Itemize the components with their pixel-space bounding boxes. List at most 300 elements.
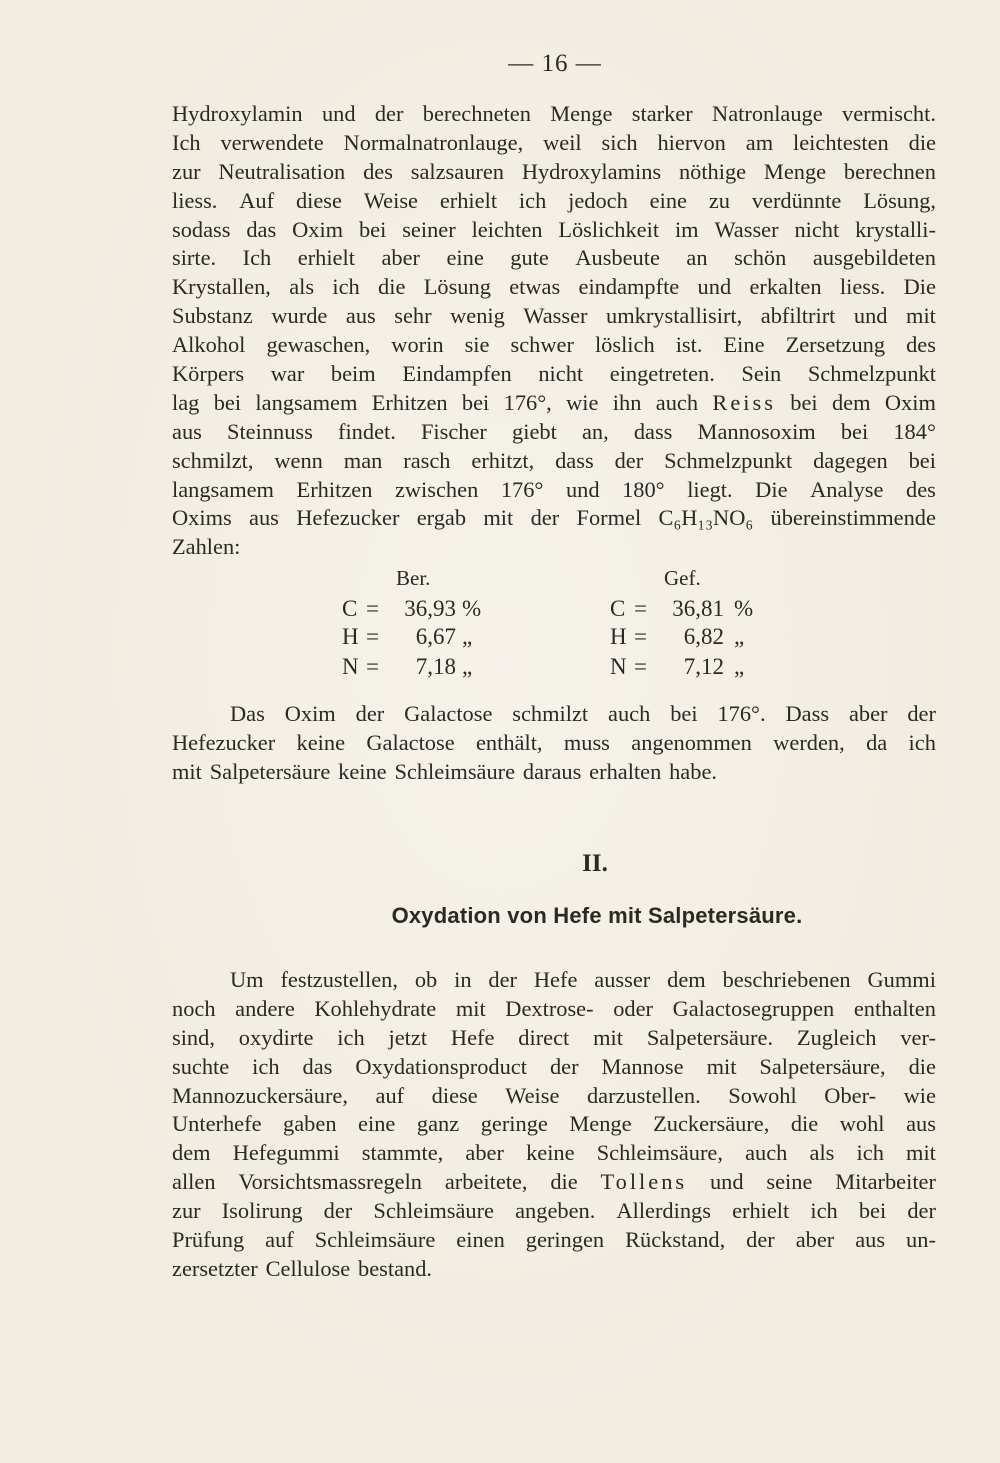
word: in [454, 967, 472, 992]
word: C₆H₁₃NO₆ [658, 505, 754, 531]
word: und [853, 303, 888, 329]
word: Schleimsäure, [596, 1140, 723, 1166]
word: das [246, 216, 277, 242]
word: giebt [512, 418, 557, 444]
word: erhielt [439, 187, 498, 213]
word: mit [906, 303, 936, 329]
word: aus [345, 303, 376, 329]
word: berechnen [843, 158, 936, 184]
text-line [172, 533, 936, 562]
paragraph-oxidation [172, 966, 936, 1284]
word: liess. [172, 187, 218, 213]
word: aus [906, 1111, 936, 1137]
word: keine [296, 729, 346, 755]
word: man [343, 447, 383, 473]
text-line [172, 1255, 936, 1284]
word: langsamem [172, 476, 274, 502]
word: Wasser [523, 303, 588, 329]
analysis-calc-unit: „ [462, 624, 473, 649]
analysis-found: 7,12 [683, 654, 724, 679]
word: bei [908, 447, 936, 473]
word: an, [581, 418, 609, 444]
analysis-element: H [342, 624, 359, 649]
text-line [172, 1226, 936, 1255]
word: aber [381, 245, 420, 271]
word: der [530, 505, 560, 531]
word: Dass [785, 701, 830, 726]
word: bei [461, 389, 490, 415]
word: Unterhefe [172, 1111, 262, 1137]
word: geringe [480, 1111, 548, 1137]
word: ich [252, 1053, 280, 1079]
word: und [709, 1169, 744, 1195]
word: Mannosoxim [697, 418, 816, 444]
word: diese [295, 187, 342, 213]
analysis-eq: = [634, 596, 647, 621]
word: zwischen [394, 476, 479, 502]
word: eine [649, 187, 687, 213]
word: gute [510, 245, 549, 271]
text-line [172, 1197, 936, 1226]
word: Schmelzpunkt [664, 447, 793, 473]
text-line [172, 995, 936, 1024]
word: Hefezucker [296, 505, 400, 531]
word: löslich [594, 332, 655, 358]
word: gaben [283, 1111, 337, 1137]
word: war [270, 361, 305, 387]
word: rasch [403, 447, 451, 473]
word: direct [518, 1024, 570, 1050]
word: Körpers [172, 361, 245, 387]
word: Sowohl [728, 1082, 797, 1108]
word: Die [755, 476, 788, 502]
word: auch [745, 1140, 788, 1166]
analysis-found-unit: „ [734, 654, 745, 679]
word: krystalli- [855, 216, 936, 242]
word: Lösung, [863, 187, 936, 213]
word: leichtesten [793, 129, 889, 155]
word: gewaschen, [266, 332, 371, 358]
word: wenig [450, 303, 505, 329]
word: Cellulose [265, 1255, 351, 1281]
word: auf [375, 1082, 405, 1108]
text-line [172, 476, 936, 505]
word: vermischt. [842, 101, 936, 126]
word: Formel [576, 505, 642, 531]
word: ist. [675, 332, 703, 358]
word: beim [330, 361, 376, 387]
word: schwer [510, 332, 574, 358]
word: Isolirung [221, 1198, 303, 1224]
word: einen [456, 1227, 505, 1253]
word: Salpetersäure. [646, 1024, 774, 1050]
word: findet. [338, 418, 396, 444]
section-title: Oxydation von Hefe mit Salpetersäure. [391, 903, 803, 928]
word: eingetreten. [609, 361, 715, 387]
word: etwas [509, 274, 561, 300]
analysis-element: C [342, 596, 358, 621]
word: Die [903, 274, 936, 300]
word: aber [848, 701, 888, 726]
text-line [172, 389, 936, 418]
word: Oxydationsproduct [355, 1053, 527, 1079]
word: Das [230, 701, 265, 726]
word: bei [790, 389, 818, 415]
word: sind, [172, 1024, 215, 1050]
word: arbeitete, [444, 1169, 528, 1195]
word: angeben. [515, 1198, 596, 1224]
word: Hefegummi [232, 1140, 340, 1166]
page-number: — 16 — [508, 50, 602, 77]
word: bei [358, 216, 387, 242]
analysis-element: N [342, 654, 359, 679]
word: nicht [794, 216, 840, 242]
word: Normalnatronlauge, [343, 129, 524, 155]
text-line [172, 360, 936, 389]
word: Hefe [533, 967, 578, 992]
word: Reiss [712, 389, 776, 415]
word: am [745, 129, 774, 155]
word: dem [172, 1140, 211, 1166]
word: Eindampfen [402, 361, 512, 387]
word: 176°, [503, 389, 552, 415]
word: zersetzter [172, 1255, 258, 1281]
word: habe. [669, 758, 717, 784]
analysis-element: H [610, 624, 627, 649]
word: eindampfte [578, 274, 680, 300]
word: Erhitzen [371, 389, 448, 415]
word: mit [483, 505, 514, 531]
word: des [906, 476, 936, 502]
word: erhalten [589, 758, 662, 784]
word: 184° [893, 418, 936, 444]
word: Dextrose- [505, 995, 594, 1021]
analysis-found: 6,82 [683, 624, 724, 649]
word: wohl [839, 1111, 885, 1137]
analysis-eq: = [366, 624, 379, 649]
word: erhielt [297, 245, 355, 271]
word: und [697, 274, 732, 300]
word: Mitarbeiter [835, 1169, 936, 1195]
analysis-eq: = [634, 624, 647, 649]
word: bestand. [358, 1255, 432, 1281]
word: Löslichkeit [558, 216, 660, 242]
paragraph-galactose [172, 700, 936, 787]
word: da [866, 729, 888, 755]
word: Galactose [366, 729, 455, 755]
text-line [172, 1053, 936, 1082]
word: Natronlauge [712, 101, 823, 126]
word: sirte. [172, 245, 217, 271]
word: der [374, 101, 404, 126]
analysis-eq: = [366, 654, 379, 679]
word: Hefezucker [172, 729, 276, 755]
word: übereinstimmende [770, 505, 936, 531]
analysis-eq: = [634, 654, 647, 679]
word: jedoch [568, 187, 628, 213]
word: sie [464, 332, 490, 358]
word: enthalten [853, 995, 936, 1021]
word: Neutralisation [218, 158, 346, 184]
text-line [172, 1139, 936, 1168]
word: Substanz [172, 303, 253, 329]
word: Zuckersäure, [653, 1111, 770, 1137]
word: allen [172, 1169, 216, 1195]
word: die [790, 1111, 819, 1137]
word: die [908, 1053, 936, 1079]
word: Auf [239, 187, 275, 213]
word: Prüfung [172, 1227, 245, 1253]
word: salzsauren [410, 158, 504, 184]
word: Schmelzpunkt [807, 361, 936, 387]
word: liess. [839, 274, 886, 300]
text-line [172, 758, 936, 787]
word: des [906, 332, 936, 358]
word: Ich [172, 129, 201, 155]
word: das [302, 1053, 333, 1079]
word: Hydroxylamins [521, 158, 662, 184]
word: des [363, 158, 393, 184]
word: der [907, 1198, 936, 1224]
word: zur [172, 158, 201, 184]
text-line [172, 187, 936, 216]
word: oder [613, 995, 653, 1021]
word: zu [708, 187, 730, 213]
word: auch [608, 701, 651, 726]
word: Galactose [404, 701, 493, 726]
word: starker [631, 101, 693, 126]
word: Tollens [600, 1169, 688, 1195]
word: ausser [594, 967, 651, 992]
word: aus [855, 1227, 886, 1253]
word: Oxim [284, 701, 336, 726]
word: Gummi [867, 967, 936, 992]
word: schön [734, 245, 787, 271]
word: mit [455, 995, 486, 1021]
word: 180° [622, 476, 665, 502]
word: sehr [394, 303, 432, 329]
word: nicht [538, 361, 584, 387]
word: weil [543, 129, 582, 155]
word: daraus [522, 758, 582, 784]
text-line [172, 129, 936, 158]
word: Rückstand, [625, 1227, 726, 1253]
word: der [549, 1053, 579, 1079]
word: Um [230, 967, 264, 992]
word: Zahlen: [172, 534, 241, 560]
word: Zersetzung [785, 332, 886, 358]
word: wenn [274, 447, 323, 473]
word: abfiltrirt [760, 303, 836, 329]
word: andere [235, 995, 295, 1021]
text-line [172, 1082, 936, 1111]
text-line [172, 418, 936, 447]
analysis-found-unit: „ [734, 624, 745, 649]
word: Salpetersäure [209, 758, 331, 784]
word: schmilzt [512, 701, 589, 726]
word: aber [795, 1227, 835, 1253]
text-line [172, 1168, 936, 1197]
word: suchte [172, 1053, 230, 1079]
text-line [172, 700, 936, 729]
text-line [172, 729, 936, 758]
word: ganz [416, 1111, 460, 1137]
word: un- [906, 1227, 936, 1253]
analysis-found: 36,81 [672, 596, 724, 621]
word: dagegen [813, 447, 888, 473]
word: als [289, 274, 315, 300]
word: worin [391, 332, 444, 358]
analysis-calc: 6,67 [415, 624, 456, 649]
word: Fischer [420, 418, 487, 444]
word: beschriebenen [722, 967, 851, 992]
word: Schleimsäure [373, 1198, 494, 1224]
word: Galactosegruppen [672, 995, 835, 1021]
word: mit [172, 758, 202, 784]
word: Zugleich [796, 1024, 877, 1050]
word: die [908, 129, 936, 155]
word: oxydirte [238, 1024, 314, 1050]
word: verwendete [220, 129, 324, 155]
word: keine [526, 1140, 575, 1166]
word: stammte, [361, 1140, 444, 1166]
word: an [686, 245, 708, 271]
word: sodass [172, 216, 231, 242]
word: schmilzt, [172, 447, 254, 473]
word: Menge [763, 158, 827, 184]
word: seiner [402, 216, 456, 242]
word: zur [172, 1198, 201, 1224]
word: bei [858, 1198, 887, 1224]
word: Ausbeute [575, 245, 660, 271]
word: mit [593, 1024, 623, 1050]
word: liegt. [687, 476, 733, 502]
word: Vorsichtsmassregeln [238, 1169, 423, 1195]
word: der [323, 1198, 353, 1224]
word: verdünnte [751, 187, 842, 213]
word: aus [172, 418, 202, 444]
word: Oxims [172, 505, 232, 531]
word: auch [655, 389, 699, 415]
word: Ich [242, 245, 272, 271]
text-line [172, 504, 936, 533]
word: der [746, 1227, 775, 1253]
word: Wasser [714, 216, 779, 242]
text-line [172, 1110, 936, 1139]
word: erhitzt, [471, 447, 535, 473]
word: 176° [500, 476, 544, 502]
text-line [172, 447, 936, 476]
word: geringen [525, 1227, 605, 1253]
word: Analyse [810, 476, 884, 502]
text-line [172, 100, 936, 129]
word: festzustellen, [280, 967, 398, 992]
word: Menge [569, 1111, 632, 1137]
word: als [809, 1140, 835, 1166]
word: werden, [773, 729, 845, 755]
word: dass [633, 418, 673, 444]
word: eine [446, 245, 484, 271]
word: leichten [471, 216, 543, 242]
word: Alkohol [172, 332, 246, 358]
word: eine [358, 1111, 396, 1137]
word: ich [332, 274, 360, 300]
word: Erhitzen [296, 476, 373, 502]
word: der [355, 701, 385, 726]
word: Mannose [601, 1053, 684, 1079]
text-line [172, 331, 936, 360]
word: nöthige [678, 158, 747, 184]
analysis-found-unit: % [734, 596, 754, 621]
word: enthält, [475, 729, 543, 755]
analysis-element: N [610, 654, 627, 679]
word: ausgebildeten [812, 245, 936, 271]
word: ich [908, 729, 936, 755]
word: dem [831, 389, 871, 415]
word: erhielt [732, 1198, 790, 1224]
analysis-calc-unit: „ [462, 654, 473, 679]
word: Hydroxylamin [172, 101, 303, 126]
word: mit [906, 1140, 936, 1166]
word: sich [601, 129, 638, 155]
word: Weise [505, 1082, 560, 1108]
word: Weise [363, 187, 418, 213]
word: seine [766, 1169, 813, 1195]
word: ich [518, 187, 547, 213]
word: umkrystallisirt, [606, 303, 743, 329]
word: ob [414, 967, 438, 992]
word: ich [810, 1198, 838, 1224]
word: Eine [723, 332, 765, 358]
word: der [614, 447, 644, 473]
word: 176°. [717, 701, 766, 726]
word: hiervon [657, 129, 726, 155]
text-line [172, 1024, 936, 1053]
analysis-calc: 36,93 [404, 596, 456, 621]
analysis-calc-unit: % [462, 596, 482, 621]
word: Schleimsäure [394, 758, 516, 784]
text-line [172, 158, 936, 187]
word: aber [465, 1140, 504, 1166]
word: wie [903, 1082, 936, 1108]
word: bei [213, 389, 242, 415]
word: diese [431, 1082, 478, 1108]
word: die [550, 1169, 578, 1195]
word: wurde [271, 303, 328, 329]
analysis-element: C [610, 596, 626, 621]
word: Krystallen, [172, 274, 271, 300]
word: bei [840, 418, 869, 444]
word: ihn [612, 389, 642, 415]
word: langsamem [255, 389, 358, 415]
word: ergab [416, 505, 467, 531]
word: Kohlehydrate [314, 995, 437, 1021]
word: muss [563, 729, 610, 755]
word: darzustellen. [586, 1082, 701, 1108]
word: Oxim [292, 216, 344, 242]
word: lag [172, 389, 200, 415]
word: Salpetersäure, [759, 1053, 886, 1079]
text-line [172, 302, 936, 331]
word: Ober- [824, 1082, 877, 1108]
header-found: Gef. [664, 566, 701, 590]
word: der [488, 967, 518, 992]
text-line [172, 273, 936, 302]
word: wie [566, 389, 599, 415]
word: berechneten [422, 101, 531, 126]
paragraph-oxime-preparation [172, 100, 936, 562]
analysis-calc: 7,18 [415, 654, 456, 679]
